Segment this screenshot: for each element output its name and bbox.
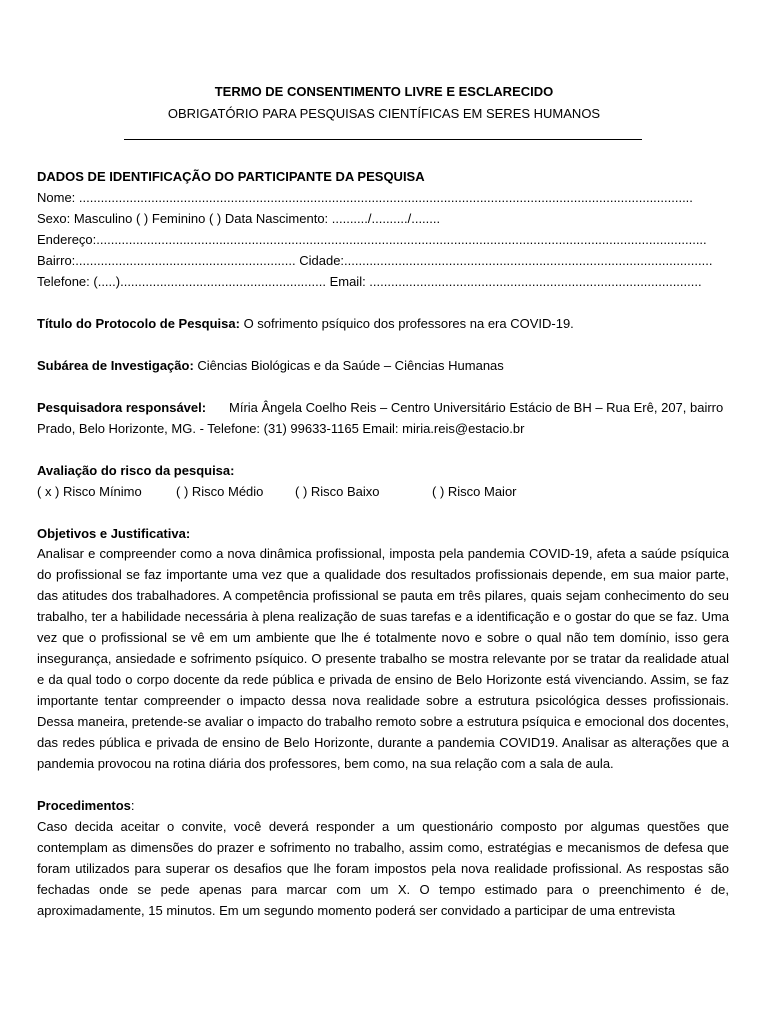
phone-email-field: Telefone: (.....)......................................................... Email: ............................................................................................ <box>37 274 702 289</box>
procedures-heading: Procedimentos <box>37 798 131 813</box>
risk-option-maior: ( ) Risco Maior <box>432 484 517 499</box>
risk-heading: Avaliação do risco da pesquisa: <box>37 463 235 478</box>
subarea-line <box>37 358 504 374</box>
researcher-details-line1: Míria Ângela Coelho Reis – Centro Universitário Estácio de BH – Rua Erê, 207, bairro <box>229 400 724 415</box>
subarea-label: Subárea de Investigação: <box>37 358 194 373</box>
objectives-text: Analisar e compreender como a nova dinâmica profissional, imposta pela pandemia COVID-19, afeta a saúde psíquica do profissional se faz importante uma vez que a qualidade dos resultados profissionais depende, em sua maior parte, das atitudes dos trabalhadores. A competência profissional se pauta em três pilares, quais sejam conhecimento do seu trabalho, ter a habilidade necessária à plena realização de suas tarefas e a identificação e o gostar do que se faz. Uma vez que o profissional se vê em um ambiente que lhe é totalmente novo e sobre o qual não tem domínio, isso gera insegurança, ansiedade e sofrimento psíquico. O presente trabalho se mostra relevante por se tratar da realidade atual e da qual todo o corpo docente da rede pública e privada de ensino de Belo Horizonte está vivenciando. Assim, se faz importante tentar compreender o impacto dessa nova realidade sobre a estrutura psicológica desses profissionais. Dessa maneira, pretende-se avaliar o impacto do trabalho remoto sobre a estrutura psíquica e emocional dos docentes, das redes pública e privada de ensino de Belo Horizonte, durante a pandemia COVID19. Analisar as alterações que a pandemia provocou na rotina diária dos professores, bem como, na sua relação com a sala de aula. <box>37 546 729 771</box>
subarea-value: Ciências Biológicas e da Saúde – Ciências Humanas <box>193 358 504 373</box>
procedures-heading-colon: : <box>130 798 135 813</box>
identification-heading: DADOS DE IDENTIFICAÇÃO DO PARTICIPANTE DA PESQUISA <box>37 169 425 184</box>
neighborhood-city-field: Bairro:............................................................. Cidade:...................................................................................................... <box>37 253 713 268</box>
name-field: Nome: .......................................................................................................................................................................... <box>37 190 693 205</box>
address-field: Endereço:......................................................................................................................................................................... <box>37 232 707 247</box>
risk-option-medio: ( ) Risco Médio <box>176 484 264 499</box>
protocol-title-line <box>37 316 574 332</box>
header-divider <box>124 139 642 140</box>
risk-option-minimo: ( x ) Risco Mínimo <box>37 484 142 499</box>
procedures-heading-line <box>37 798 135 814</box>
protocol-title-value: O sofrimento psíquico dos professores na era COVID-19. <box>239 316 574 331</box>
risk-option-baixo: ( ) Risco Baixo <box>295 484 380 499</box>
objectives-heading: Objetivos e Justificativa: <box>37 526 191 541</box>
protocol-title-label: Título do Protocolo de Pesquisa: <box>37 316 240 331</box>
researcher-details-line2: Prado, Belo Horizonte, MG. - Telefone: (31) 99633-1165 Email: miria.reis@estacio.br <box>37 421 525 436</box>
sex-birthdate-field: Sexo: Masculino ( ) Feminino ( ) Data Nascimento: ........../........../........ <box>37 211 441 226</box>
researcher-label: Pesquisadora responsável: <box>37 400 207 415</box>
document-subtitle: OBRIGATÓRIO PARA PESQUISAS CIENTÍFICAS EM SERES HUMANOS <box>167 106 601 121</box>
procedures-text: Caso decida aceitar o convite, você deverá responder a um questionário composto por algumas questões que contemplam as dimensões do prazer e sofrimento no trabalho, assim como, estratégias e mecanismos de defesa que foram utilizados para superar os desafios que lhe foram impostos pela nova realidade profissional. As respostas são fechadas onde se pede apenas para marcar com um X. O tempo estimado para o preenchimento é de, aproximadamente, 15 minutos. Em um segundo momento poderá ser convidado a participar de uma entrevista <box>37 819 729 918</box>
document-title: TERMO DE CONSENTIMENTO LIVRE E ESCLARECIDO <box>214 84 554 99</box>
